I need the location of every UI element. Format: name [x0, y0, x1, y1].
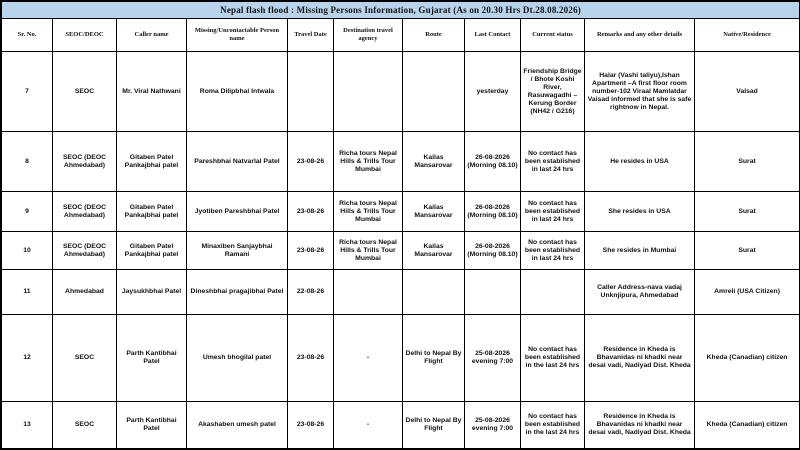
cell-status: Friendship Bridge / Bhote Koshi River, Rasuwagadhi –Kerung Border (NH42 / G216) — [521, 52, 585, 132]
cell-native: Valsad — [695, 52, 800, 132]
cell-missing: Akashaben umesh patel — [187, 402, 288, 449]
cell-last-contact: 26-08-2026 (Morning 08.10) — [465, 192, 521, 232]
table-row — [2, 402, 800, 449]
cell-caller: Parth Kantibhai Patel — [117, 315, 187, 402]
cell-native: Amreli (USA Citizen) — [695, 270, 800, 315]
cell-seoc: SEOC — [53, 315, 117, 402]
cell-status: No contact has been established in the last 24 hrs — [521, 402, 585, 449]
cell-last-contact — [465, 270, 521, 315]
cell-destination: Richa tours Nepal Hills & Trills Tour Mumbai — [334, 232, 403, 270]
cell-destination: Richa tours Nepal Hills & Trills Tour Mumbai — [334, 192, 403, 232]
cell-seoc: SEOC (DEOC Ahmedabad) — [53, 232, 117, 270]
header-missing-person: Missing/Uncontactable Person name — [187, 19, 288, 52]
cell-seoc: SEOC (DEOC Ahmedabad) — [53, 192, 117, 232]
cell-travel-date: 23-08-26 — [288, 192, 334, 232]
cell-sr: 12 — [2, 315, 53, 402]
cell-destination — [334, 270, 403, 315]
cell-caller: Gitaben Patel Pankajbhai patel — [117, 232, 187, 270]
cell-last-contact: 25-08-2026 evening 7:00 — [465, 402, 521, 449]
missing-persons-table — [1, 1, 800, 449]
cell-travel-date — [288, 52, 334, 132]
cell-missing: Umesh bhogilal patel — [187, 315, 288, 402]
cell-remarks: He resides in USA — [585, 132, 695, 192]
cell-sr: 10 — [2, 232, 53, 270]
cell-status: No contact has been established in last 24 hrs — [521, 132, 585, 192]
table-title: Nepal flash flood : Missing Persons Information, Gujarat (As on 20.30 Hrs Dt.28.08.2026) — [2, 2, 800, 19]
cell-status: No contact has been established in the last 24 hrs — [521, 315, 585, 402]
header-current-status: Current status — [521, 19, 585, 52]
cell-native: Surat — [695, 232, 800, 270]
cell-sr: 13 — [2, 402, 53, 449]
header-seoc: SEOC/DEOC — [53, 19, 117, 52]
cell-status — [521, 270, 585, 315]
cell-native: Surat — [695, 192, 800, 232]
cell-seoc: Ahmedabad — [53, 270, 117, 315]
cell-caller: Jaysukhbhai Patel — [117, 270, 187, 315]
cell-missing: Minaxiben Sanjaybhai Ramani — [187, 232, 288, 270]
cell-status: No contact has been established in last 24 hrs — [521, 192, 585, 232]
cell-destination — [334, 52, 403, 132]
header-route: Route — [403, 19, 465, 52]
cell-route — [403, 270, 465, 315]
cell-route: Kailas Mansarovar — [403, 192, 465, 232]
table-row — [2, 192, 800, 232]
table-row — [2, 132, 800, 192]
cell-missing: Roma Dilipbhai Intwala — [187, 52, 288, 132]
cell-travel-date: 23-08-26 — [288, 132, 334, 192]
cell-travel-date: 23-08-26 — [288, 402, 334, 449]
cell-missing: Jyotiben Pareshbhai Patel — [187, 192, 288, 232]
header-travel-date: Travel Date — [288, 19, 334, 52]
header-row — [2, 19, 800, 52]
cell-route: Delhi to Nepal By Flight — [403, 402, 465, 449]
table-row — [2, 52, 800, 132]
cell-native: Kheda (Canadian) citizen — [695, 315, 800, 402]
cell-remarks: Residence in Kheda is Bhavanidas ni khadki near desai vadi, Nadiyad Dist. Kheda — [585, 315, 695, 402]
cell-route — [403, 52, 465, 132]
cell-status: No contact has been established in last 24 hrs — [521, 232, 585, 270]
cell-seoc: SEOC (DEOC Ahmedabad) — [53, 132, 117, 192]
cell-caller: Mr. Viral Nathwani — [117, 52, 187, 132]
cell-destination: - — [334, 315, 403, 402]
cell-last-contact: 26-08-2026 (Morning 08.10) — [465, 132, 521, 192]
cell-travel-date: 22-08-26 — [288, 270, 334, 315]
cell-sr: 11 — [2, 270, 53, 315]
table-row — [2, 315, 800, 402]
header-destination: Destination travel agency — [334, 19, 403, 52]
header-last-contact: Last Contact — [465, 19, 521, 52]
header-caller: Caller name — [117, 19, 187, 52]
cell-remarks: She resides in Mumbai — [585, 232, 695, 270]
cell-route: Kailas Mansarovar — [403, 132, 465, 192]
cell-sr: 7 — [2, 52, 53, 132]
cell-caller: Gitaben Patel Pankajbhai patel — [117, 192, 187, 232]
header-remarks: Remarks and any other details — [585, 19, 695, 52]
cell-destination: - — [334, 402, 403, 449]
table-row — [2, 270, 800, 315]
cell-seoc: SEOC — [53, 402, 117, 449]
cell-last-contact: yesterday — [465, 52, 521, 132]
cell-last-contact: 25-08-2026 evening 7:00 — [465, 315, 521, 402]
cell-remarks: Caller Address-nava vadaj Unknjipura, Ahmedabad — [585, 270, 695, 315]
cell-native: Kheda (Canadian) citizen — [695, 402, 800, 449]
cell-travel-date: 23-08-26 — [288, 232, 334, 270]
cell-remarks: Halar (Vashi taliyu),Ishan Apartment –A first floor room number-102 Viraal Mamlatdar Vaisad informed that she is safe rightnow in Nepal. — [585, 52, 695, 132]
header-sr-no: Sr. No. — [2, 19, 53, 52]
cell-route: Kailas Mansarovar — [403, 232, 465, 270]
cell-caller: Gitaben Patel Pankajbhai patel — [117, 132, 187, 192]
cell-route: Delhi to Nepal By Flight — [403, 315, 465, 402]
cell-caller: Parth Kantibhai Patel — [117, 402, 187, 449]
table-row — [2, 232, 800, 270]
cell-seoc: SEOC — [53, 52, 117, 132]
cell-sr: 8 — [2, 132, 53, 192]
header-native: Native/Residence — [695, 19, 800, 52]
cell-remarks: She resides in USA — [585, 192, 695, 232]
cell-remarks: Residence in Kheda is Bhavanidas ni khadki near desai vadi, Nadiyad Dist. Kheda — [585, 402, 695, 449]
cell-missing: Pareshbhai Natvarlal Patel — [187, 132, 288, 192]
cell-last-contact: 26-08-2026 (Morning 08.10) — [465, 232, 521, 270]
cell-missing: Dineshbhai pragajibhai Patel — [187, 270, 288, 315]
cell-sr: 9 — [2, 192, 53, 232]
cell-destination: Richa tours Nepal Hills & Trills Tour Mumbai — [334, 132, 403, 192]
cell-native: Surat — [695, 132, 800, 192]
cell-travel-date: 23-08-26 — [288, 315, 334, 402]
